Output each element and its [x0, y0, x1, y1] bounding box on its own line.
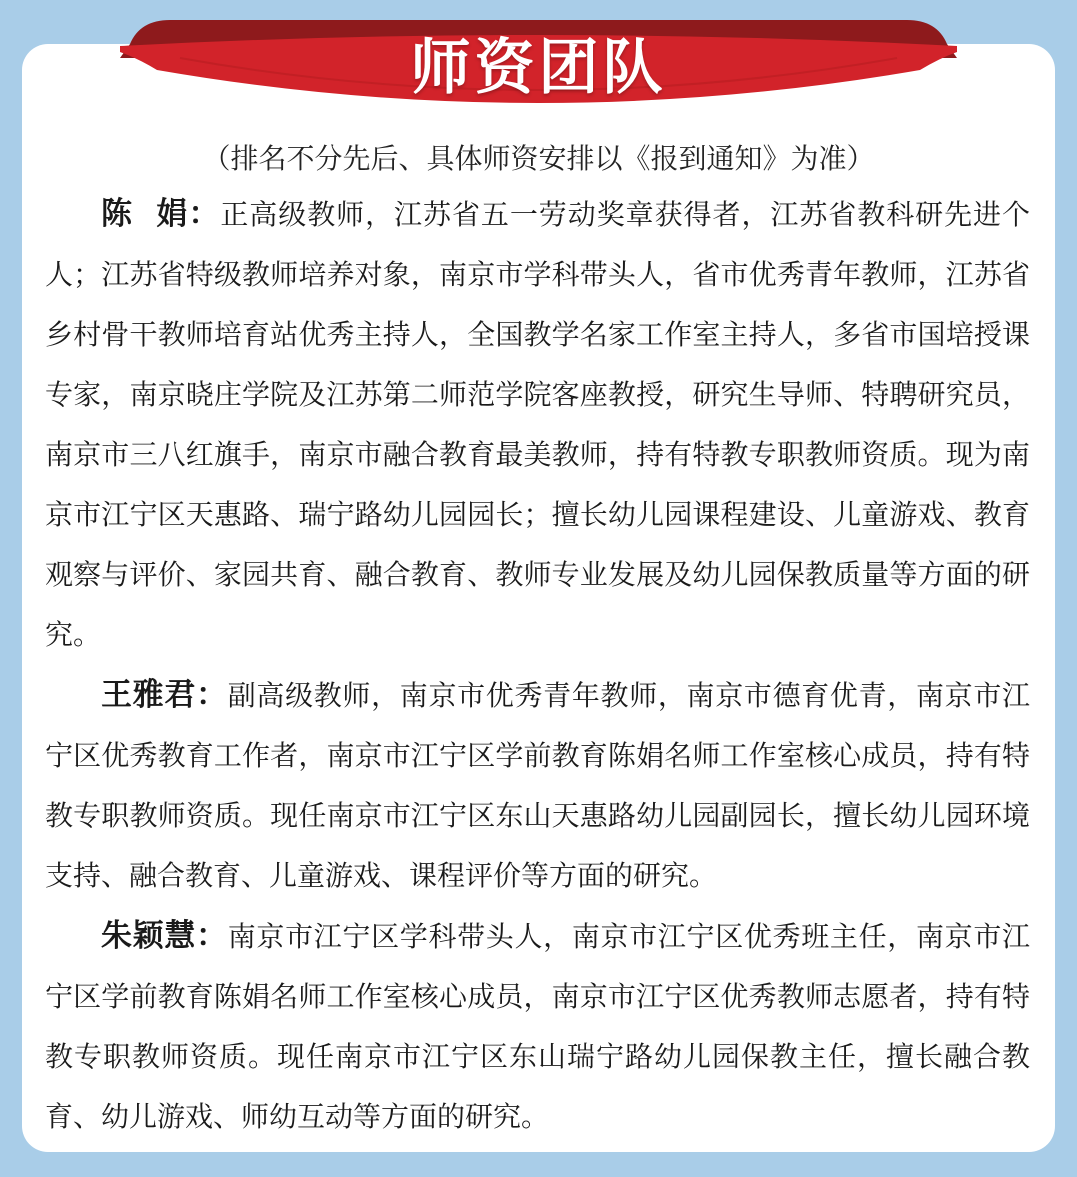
teacher-entry	[45, 665, 1030, 906]
teacher-entry	[45, 906, 1030, 1147]
teacher-name: 王雅君：	[101, 677, 228, 713]
teacher-bio: 南京市江宁区学科带头人，南京市江宁区优秀班主任，南京市江宁区学前教育陈娟名师工作室核心成员，南京市江宁区优秀教师志愿者，持有特教专职教师资质。现任南京市江宁区东山瑞宁路幼儿园保教主任，擅长融合教育、幼儿游戏、师幼互动等方面的研究。	[45, 920, 1030, 1133]
teacher-name: 陈 娟：	[101, 196, 221, 232]
teacher-list	[45, 184, 1030, 1147]
teacher-name: 朱颖慧：	[101, 918, 228, 954]
teacher-bio: 副高级教师，南京市优秀青年教师，南京市德育优青，南京市江宁区优秀教育工作者，南京市江宁区学前教育陈娟名师工作室核心成员，持有特教专职教师资质。现任南京市江宁区东山天惠路幼儿园副园长，擅长幼儿园环境支持、融合教育、儿童游戏、课程评价等方面的研究。	[45, 679, 1030, 892]
teacher-entry	[45, 184, 1030, 665]
page-title: 师资团队	[410, 33, 667, 103]
teacher-bio: 正高级教师，江苏省五一劳动奖章获得者，江苏省教科研先进个人；江苏省特级教师培养对象，南京市学科带头人，省市优秀青年教师，江苏省乡村骨干教师培育站优秀主持人，全国教学名家工作室主持人，多省市国培授课专家，南京晓庄学院及江苏第二师范学院客座教授，研究生导师、特聘研究员，南京市三八红旗手，南京市融合教育最美教师，持有特教专职教师资质。现为南京市江宁区天惠路、瑞宁路幼儿园园长；擅长幼儿园课程建设、儿童游戏、教育观察与评价、家园共育、融合教育、教师专业发展及幼儿园保教质量等方面的研究。	[45, 198, 1030, 651]
title-banner	[120, 18, 957, 122]
ranking-note: （排名不分先后、具体师资安排以《报到通知》为准）	[202, 142, 875, 175]
